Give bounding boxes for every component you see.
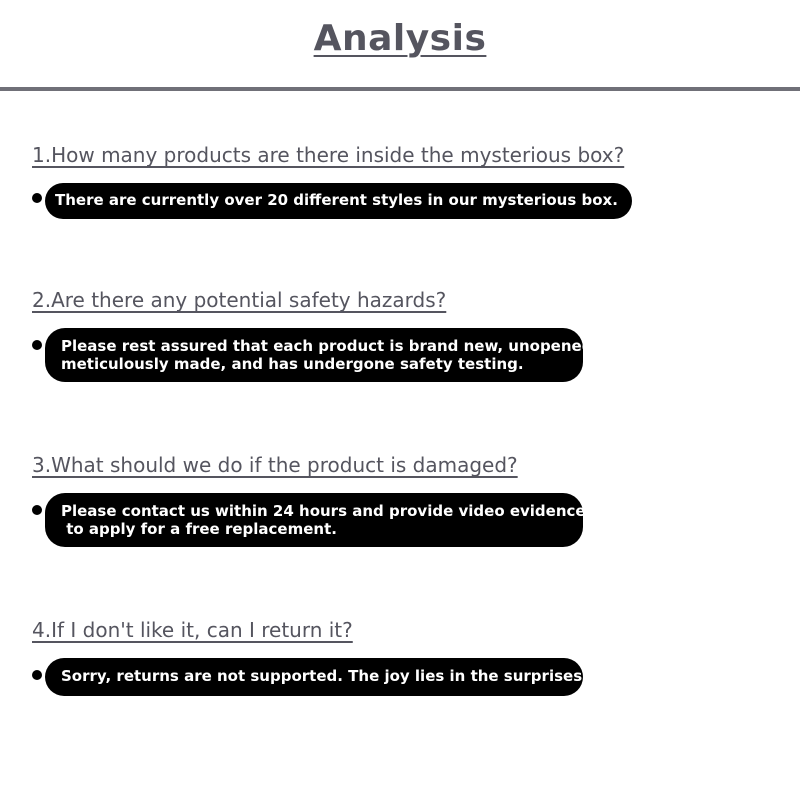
faq-question-4: 4.If I don't like it, can I return it? (32, 618, 353, 642)
page-title (0, 18, 800, 59)
faq-answer-1: There are currently over 20 different styles in our mysterious box. (45, 183, 632, 219)
faq-item-2 (32, 288, 772, 382)
faq-item-4 (32, 618, 772, 712)
faq-answer-row-4 (32, 658, 772, 712)
faq-answer-row-3 (32, 493, 772, 547)
header-divider (0, 87, 800, 91)
faq-answer-row-2 (32, 328, 772, 382)
page-title-text: Analysis (313, 18, 487, 59)
faq-item-3 (32, 453, 772, 547)
faq-question-3: 3.What should we do if the product is damaged? (32, 453, 518, 477)
faq-item-1 (32, 143, 772, 237)
faq-answer-row-1 (32, 183, 772, 237)
faq-answer-3: Please contact us within 24 hours and provide video evidence to apply for a free replacement. (45, 493, 583, 547)
faq-answer-4: Sorry, returns are not supported. The joy lies in the surprises. (45, 658, 583, 696)
bullet-icon (32, 193, 42, 203)
bullet-icon (32, 505, 42, 515)
faq-question-2: 2.Are there any potential safety hazards? (32, 288, 447, 312)
bullet-icon (32, 340, 42, 350)
bullet-icon (32, 670, 42, 680)
faq-question-1: 1.How many products are there inside the mysterious box? (32, 143, 625, 167)
faq-answer-2: Please rest assured that each product is brand new, unopened, meticulously made, and has undergone safety testing. (45, 328, 583, 382)
